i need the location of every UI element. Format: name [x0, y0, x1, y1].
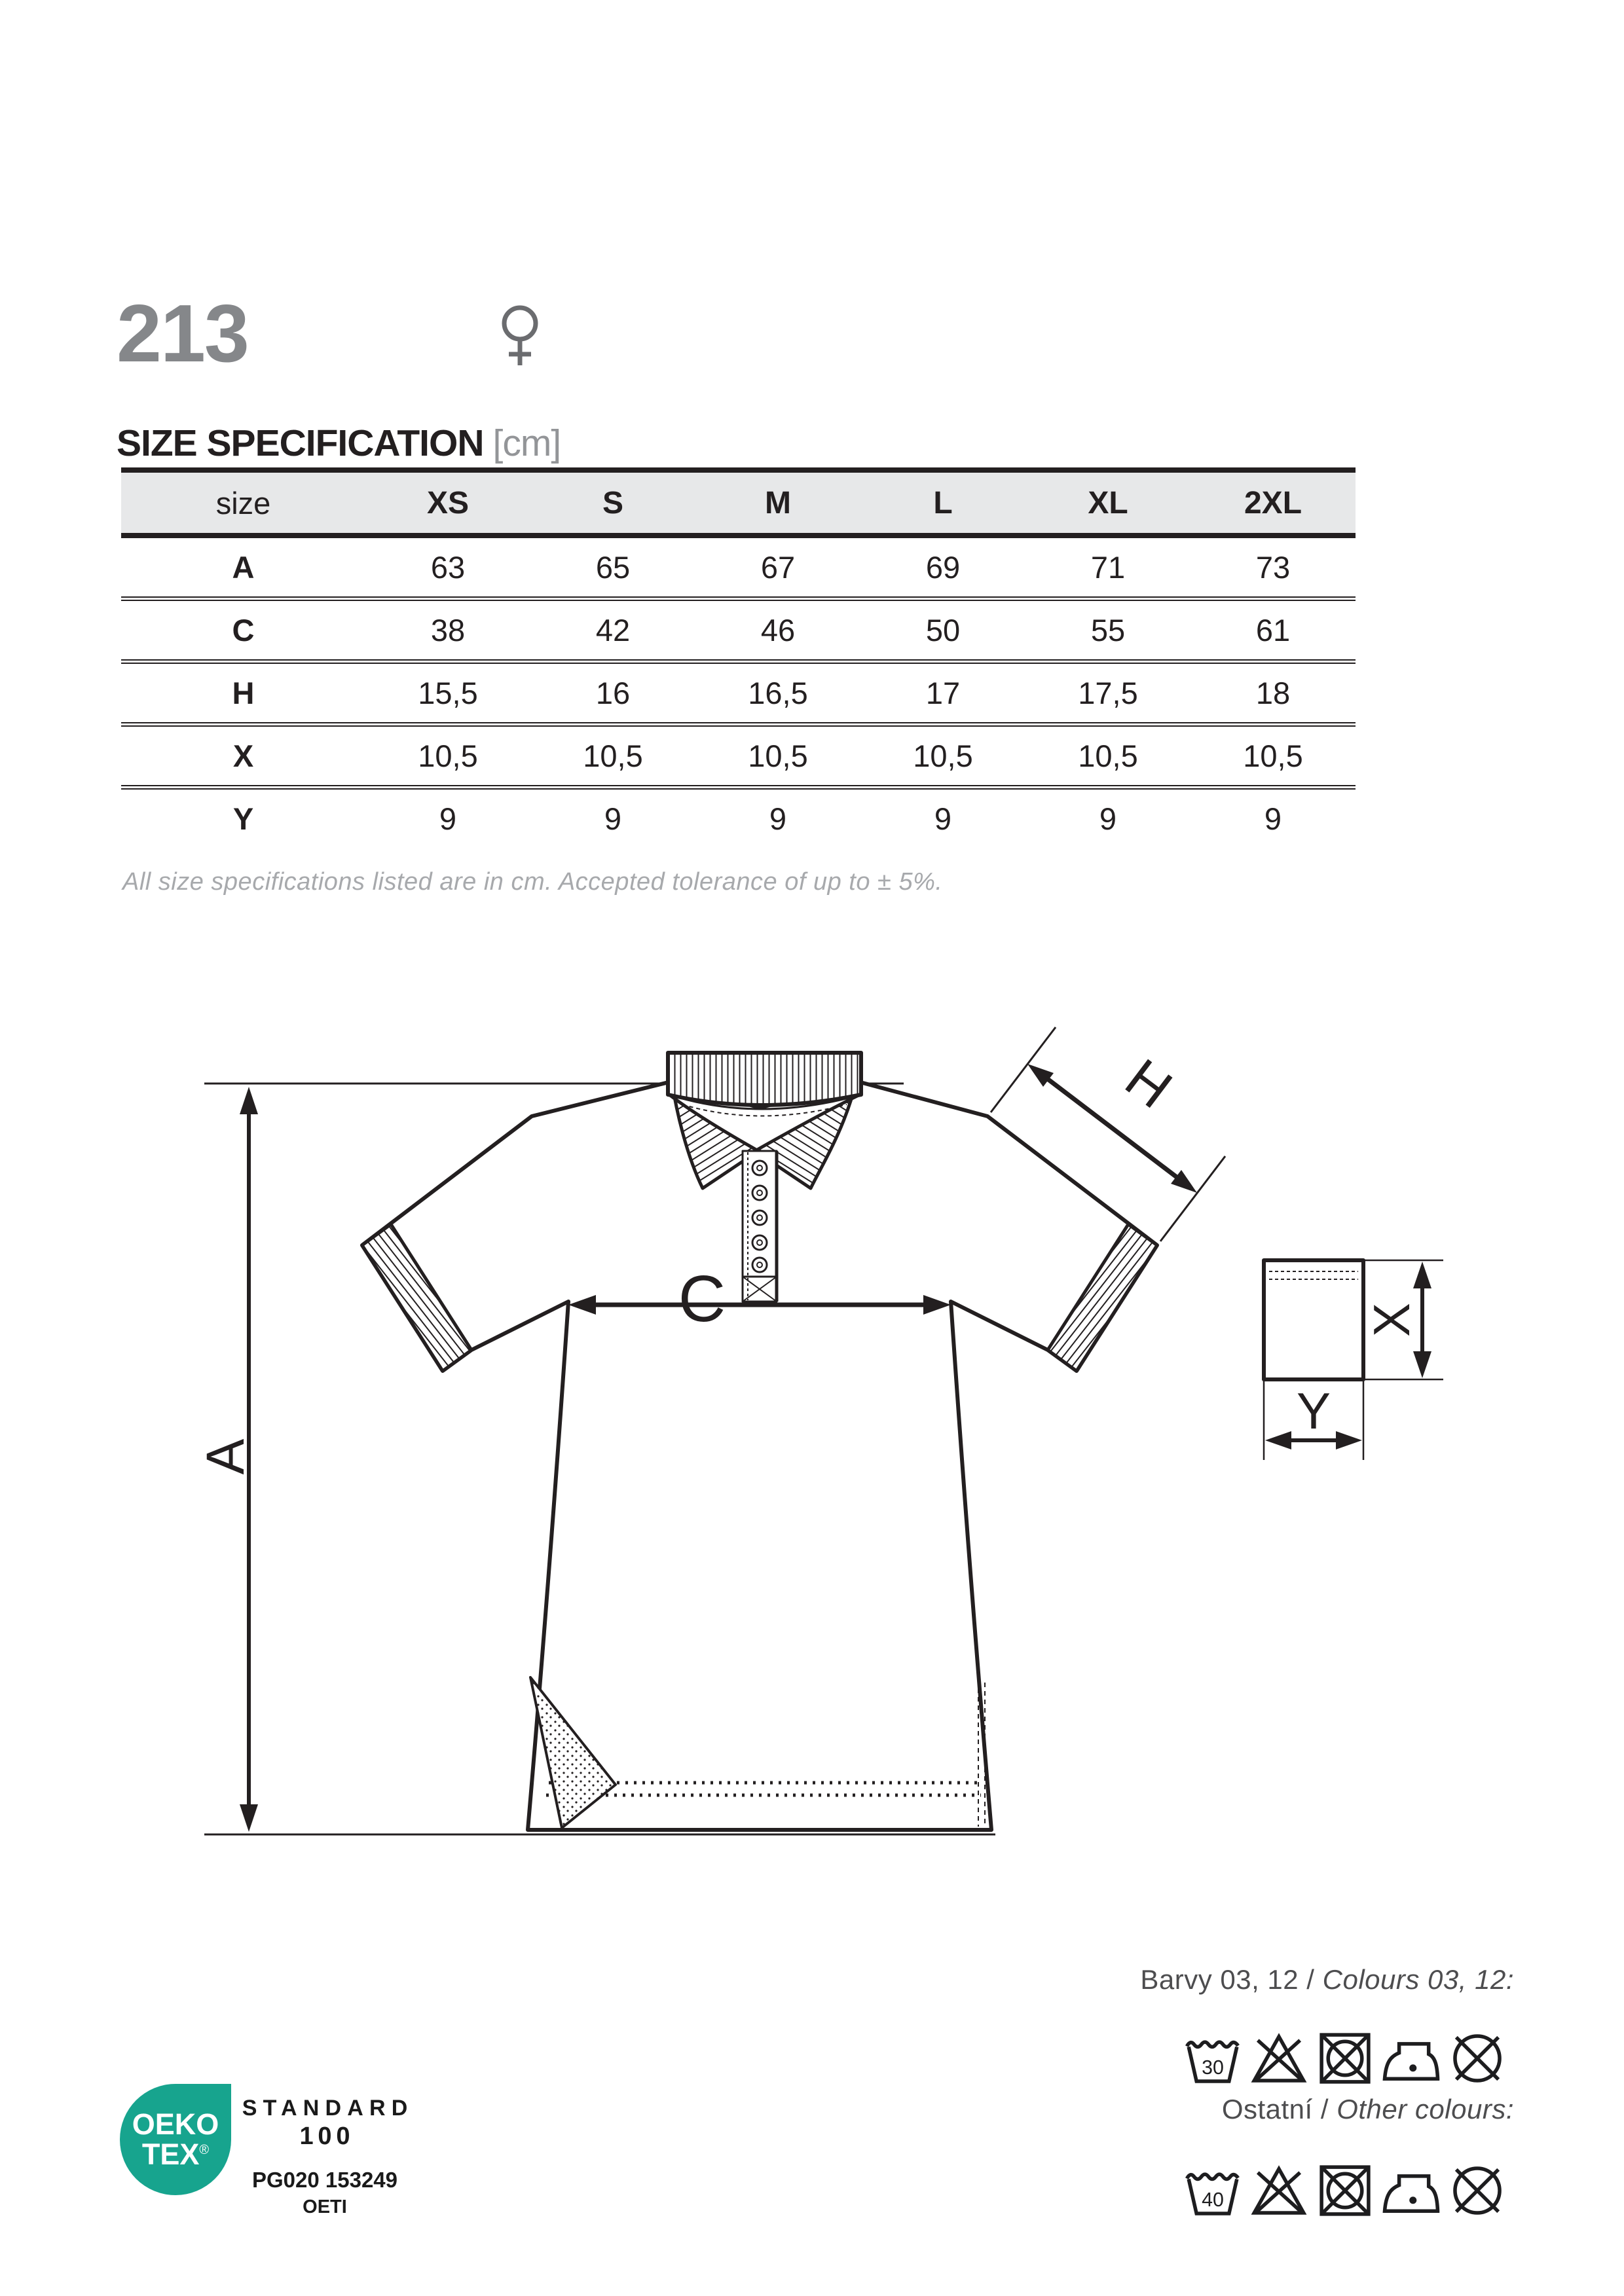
institute-code: OETI — [303, 2196, 347, 2217]
svg-text:40: 40 — [1202, 2189, 1224, 2211]
col-header-size: size — [121, 470, 365, 536]
page-title — [117, 422, 561, 465]
oeko-tex-details — [242, 2084, 414, 2218]
cell: 50 — [860, 599, 1025, 662]
oeko-tex-badge-line1: OEKO — [132, 2107, 219, 2141]
care-icons-row-1 — [1183, 2027, 1507, 2090]
row-label-x: X — [121, 725, 365, 788]
cell: 46 — [695, 599, 860, 662]
wash-40-icon — [1183, 2159, 1243, 2222]
cell: 9 — [1190, 788, 1356, 848]
cell: 65 — [595, 550, 631, 585]
cell: 10,5 — [530, 725, 695, 788]
page-title-text: SIZE SPECIFICATION — [117, 422, 484, 464]
care-label-en: Other colours: — [1337, 2094, 1514, 2124]
cell: 9 — [695, 788, 860, 848]
cell: 69 — [925, 550, 961, 585]
care-icons-row-2 — [1183, 2159, 1507, 2222]
table-row — [121, 788, 1356, 848]
col-header-l: L — [860, 470, 1025, 536]
care-label-colours-03-12 — [925, 1964, 1514, 1995]
col-header-s: S — [530, 470, 695, 536]
do-not-tumble-dry-icon — [1315, 2159, 1375, 2222]
cell: 10,5 — [1190, 725, 1356, 788]
do-not-dry-clean-icon — [1447, 2027, 1507, 2090]
cell: 61 — [1190, 599, 1356, 662]
cell: 10,5 — [695, 725, 860, 788]
registered-mark: ® — [199, 2143, 210, 2157]
cell: 10,5 — [860, 725, 1025, 788]
cell: 17 — [860, 662, 1025, 725]
col-header-xl: XL — [1025, 470, 1190, 536]
oeko-tex-certification — [120, 2084, 414, 2218]
cell: 55 — [1025, 599, 1190, 662]
collar-band — [668, 1053, 861, 1105]
table-row — [121, 662, 1356, 725]
row-label-a: A — [232, 550, 255, 585]
size-table-header-row — [121, 470, 1356, 536]
standard-word: STANDARD — [242, 2096, 414, 2121]
cell: 73 — [1255, 550, 1291, 585]
col-header-m: M — [695, 470, 860, 536]
do-not-dry-clean-icon — [1447, 2159, 1507, 2222]
row-label-h: H — [121, 662, 365, 725]
dim-label-c: C — [678, 1262, 726, 1336]
cell: 42 — [530, 599, 695, 662]
care-label-en: Colours 03, 12: — [1322, 1964, 1514, 1995]
oeko-tex-badge — [120, 2084, 231, 2195]
cell: 38 — [365, 599, 530, 662]
do-not-bleach-icon — [1249, 2159, 1309, 2222]
care-label-other-colours — [925, 2094, 1514, 2125]
col-header-2xl: 2XL — [1190, 470, 1356, 536]
cell: 9 — [1025, 788, 1190, 848]
cell: 17,5 — [1025, 662, 1190, 725]
cell: 71 — [1090, 550, 1126, 585]
dim-label-h: H — [1114, 1047, 1183, 1120]
polo-shirt-technical-drawing — [0, 1008, 1624, 1879]
cell: 63 — [430, 550, 466, 585]
standard-number: 100 — [299, 2123, 355, 2150]
row-label-c: C — [121, 599, 365, 662]
row-label-y: Y — [121, 788, 365, 848]
cell: 18 — [1190, 662, 1356, 725]
care-label-cs: Barvy 03, 12 / — [1140, 1964, 1323, 1995]
cell: 67 — [760, 550, 796, 585]
cell: 10,5 — [365, 725, 530, 788]
cell: 16,5 — [695, 662, 860, 725]
cell: 9 — [365, 788, 530, 848]
oeko-tex-badge-line2: TEX® — [141, 2138, 210, 2171]
svg-text:30: 30 — [1202, 2056, 1224, 2079]
table-row — [121, 725, 1356, 788]
do-not-bleach-icon — [1249, 2027, 1309, 2090]
dim-label-x: X — [1363, 1302, 1420, 1338]
cell: 9 — [530, 788, 695, 848]
dim-label-y: Y — [1296, 1382, 1331, 1440]
product-code: 213 — [117, 289, 248, 379]
cell: 16 — [530, 662, 695, 725]
license-number: PG020 153249 — [251, 2168, 398, 2192]
wash-30-icon — [1183, 2027, 1243, 2090]
cell: 15,5 — [365, 662, 530, 725]
female-symbol-icon — [498, 305, 544, 374]
table-row — [121, 599, 1356, 662]
cell: 10,5 — [1025, 725, 1190, 788]
iron-one-dot-icon — [1381, 2027, 1441, 2090]
table-row — [121, 536, 1356, 599]
iron-one-dot-icon — [1381, 2159, 1441, 2222]
tolerance-note: All size specifications listed are in cm. Accepted tolerance of up to ± 5%. — [122, 868, 943, 896]
cell: 9 — [860, 788, 1025, 848]
cuff-detail-box — [1264, 1260, 1363, 1379]
dim-label-a: A — [196, 1438, 255, 1475]
care-label-cs: Ostatní / — [1221, 2094, 1337, 2124]
col-header-xs: XS — [365, 470, 530, 536]
size-table — [121, 467, 1356, 848]
do-not-tumble-dry-icon — [1315, 2027, 1375, 2090]
page-title-unit: [cm] — [492, 422, 561, 464]
